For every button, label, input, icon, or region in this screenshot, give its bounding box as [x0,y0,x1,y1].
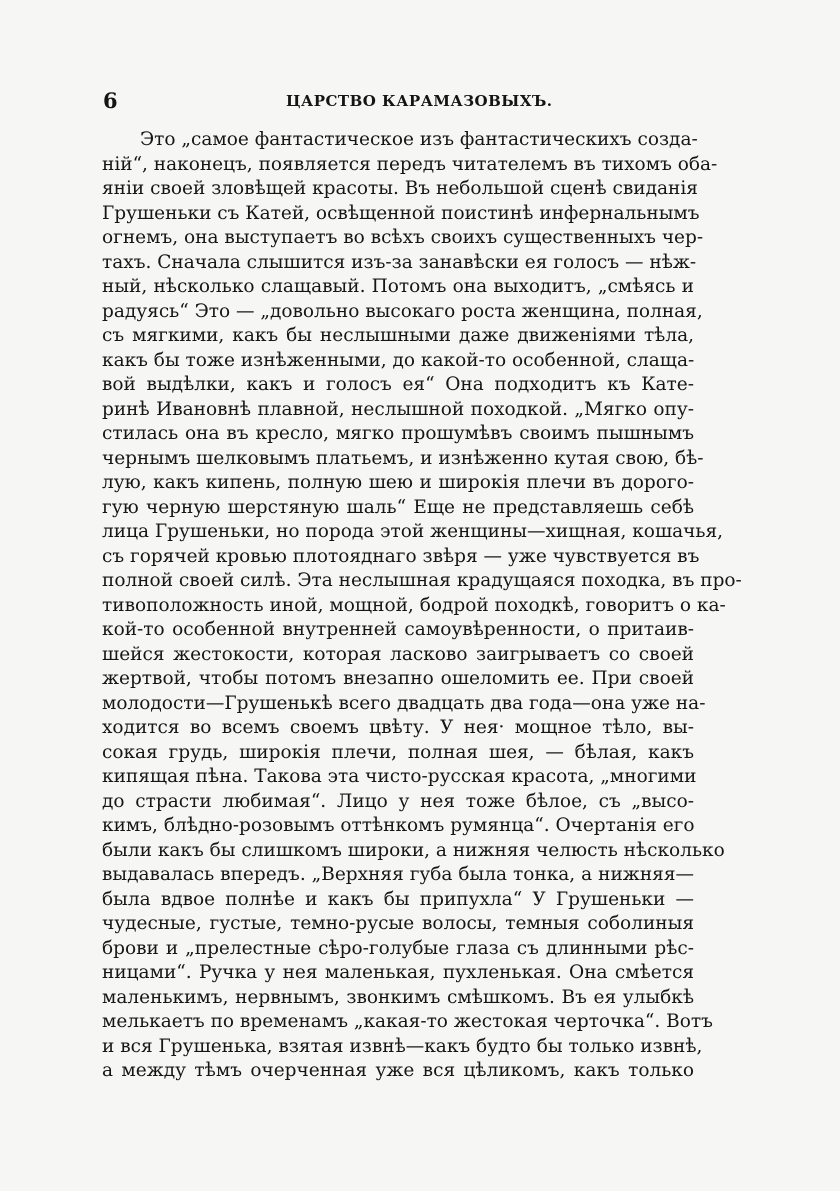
text-line: ный, нѣсколько слащавый. Потомъ она выходитъ, „смѣясь и [102,276,694,297]
text-line: какъ бы тоже изнѣженными, до какой-то особенной, слаща- [102,349,695,371]
text-line: гую черную шерстяную шаль“ Еще не представляешь себѣ [102,496,694,518]
text-line: молодости—Грушенькѣ всего двадцать два года—она уже на- [102,692,706,714]
text-line: тахъ. Сначала слышится изъ-за занавѣски ея голосъ — нѣж- [102,251,697,273]
text-line: ходится во всемъ своемъ цвѣту. У нея· мощное тѣло, вы- [102,717,694,738]
text-line: были какъ бы слишкомъ широки, а нижняя челюсть нѣсколько [102,839,725,861]
text-line: до страсти любимая“. Лицо у нея тоже бѣлое, съ „высо- [102,790,694,812]
text-line: и вся Грушенька, взятая извнѣ—какъ будто бы только извнѣ, [102,1035,703,1057]
text-line: съ мягкими, какъ бы неслышными даже движеніями тѣла, [102,325,694,346]
body-text [102,128,742,1084]
text-line: была вдвое полнѣе и какъ бы припухла“ У Грушеньки — [102,888,694,910]
text-line: чудесные, густые, темно-русые волосы, темныя соболиныя [102,913,694,934]
text-line: вой выдѣлки, какъ и голосъ ея“ Она подходитъ къ Кате- [102,374,694,395]
text-line: кой-то особенной внутренней самоувѣренности, о притаив- [102,619,694,640]
text-line: сокая грудь, широкія плечи, полная шея, — бѣлая, какъ [102,741,694,763]
text-line: брови и „прелестные сѣро-голубые глаза съ длинными рѣс- [102,937,694,959]
text-line: Грушеньки съ Катей, освѣщенной поистинѣ инфернальнымъ [102,202,700,224]
text-line: съ горячей кровью плотояднаго звѣря — уже чувствуется въ [102,545,700,567]
text-line: Это „самое фантастическое изъ фантастическихъ созда- [140,129,698,150]
text-line: выдавалась впередъ. „Верхняя губа была тонка, а нижняя— [102,864,694,885]
text-line: а между тѣмъ очерченная уже вся цѣликомъ, какъ только [102,1060,694,1081]
text-line: ринѣ Ивановнѣ плавной, неслышной походкой. „Мягко опу- [102,398,694,420]
text-line: ній“, наконецъ, появляется передъ читателемъ въ тихомъ оба- [102,153,718,175]
text-line: полной своей силѣ. Эта неслышная крадущаяся походка, въ про- [102,570,742,591]
text-line: жертвой, чтобы потомъ внезапно ошеломить ее. При своей [102,668,694,689]
text-line: кимъ, блѣдно-розовымъ оттѣнкомъ румянца“. Очертанія его [102,815,695,836]
text-line: тивоположность иной, мощной, бодрой походкѣ, говоритъ о ка- [102,594,726,616]
page-header [103,88,693,112]
text-line: чернымъ шелковымъ платьемъ, и изнѣженно кутая свою, бѣ- [102,447,704,469]
text-line: кипящая пѣна. Такова эта чисто-русская красота, „многими [102,766,697,787]
running-title: ЦАРСТВО КАРАМАЗОВЫХЪ. [286,92,553,110]
text-line: лую, какъ кипень, полную шею и широкія плечи въ дорого- [102,472,694,493]
text-line: шейся жестокости, которая ласково заигрываетъ со своей [102,643,694,665]
text-line: радуясь“ Это — „довольно высокаго роста женщина, полная, [102,300,703,322]
text-line: лица Грушеньки, но порода этой женщины—хищная, кошачья, [102,521,724,542]
page-number: 6 [103,88,118,113]
text-line: огнемъ, она выступаетъ во всѣхъ своихъ существенныхъ чер- [102,227,704,248]
text-line: яніи своей зловѣщей красоты. Въ небольшой сценѣ свиданія [102,178,698,199]
text-line: стилась она въ кресло, мягко прошумѣвъ своимъ пышнымъ [102,423,694,444]
text-line: мелькаетъ по временамъ „какая-то жестокая черточка“. Вотъ [102,1011,713,1032]
text-line: ницами“. Ручка у нея маленькая, пухленькая. Она смѣется [102,962,694,983]
text-line: маленькимъ, нервнымъ, звонкимъ смѣшкомъ. Въ ея улыбкѣ [102,986,694,1008]
